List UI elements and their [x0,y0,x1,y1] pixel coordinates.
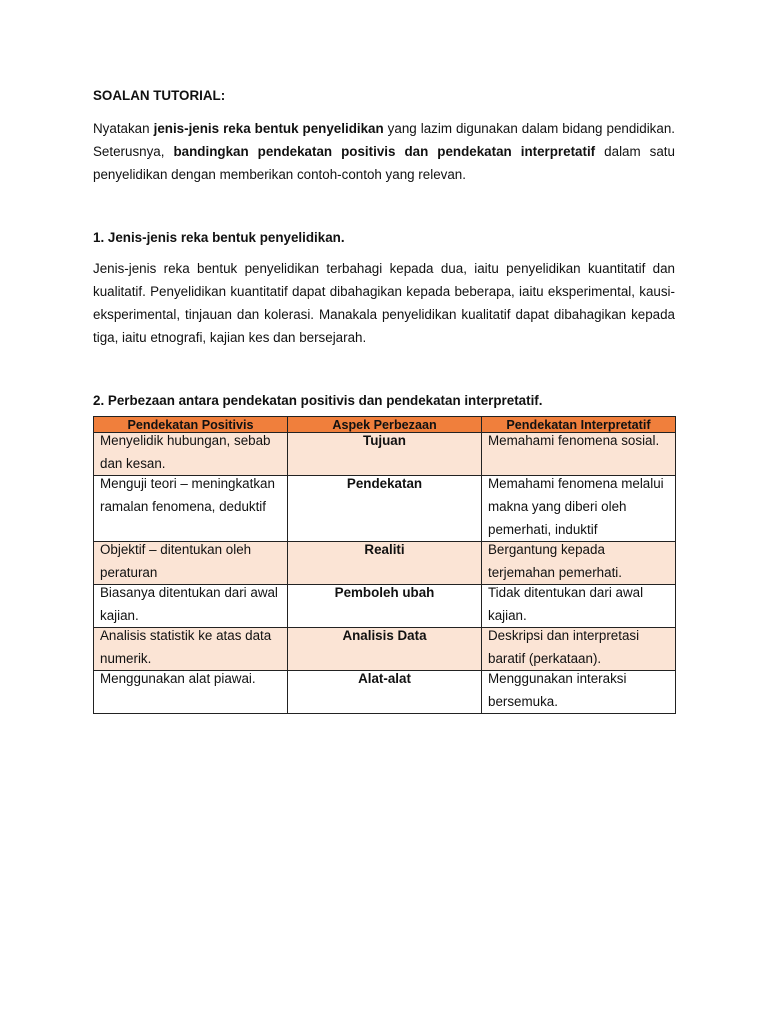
table-header-row [94,417,676,433]
cell-positivis [94,476,288,542]
cell-interpretatif [482,476,676,542]
cell-interpretatif [482,671,676,714]
cell-positivis-text: Analisis statistik ke atas data numerik. [100,628,272,666]
cell-positivis-text: Biasanya ditentukan dari awal kajian. [100,585,278,623]
cell-positivis-text: Menggunakan alat piawai. [100,671,256,686]
cell-positivis [94,628,288,671]
question-bold-1: jenis-jenis reka bentuk penyelidikan [153,121,384,136]
question-text-2: yang lazim digunakan dalam bidang pendidikan. Seterusnya, [93,121,675,159]
cell-aspek: Analisis Data [288,628,482,671]
cell-positivis [94,671,288,714]
cell-aspek: Pendekatan [288,476,482,542]
cell-interpretatif-text: Deskripsi dan interpretasi baratif (perkataan). [488,628,640,666]
header-positivis: Pendekatan Positivis [94,417,288,433]
cell-interpretatif-text: Tidak ditentukan dari awal kajian. [488,585,644,623]
cell-aspek: Tujuan [288,433,482,476]
table-row [94,476,676,542]
cell-positivis-text: Objektif – ditentukan oleh peraturan [100,542,252,580]
question-text-3: dalam satu penyelidikan dengan memberikan contoh-contoh yang relevan. [93,144,675,182]
cell-positivis [94,585,288,628]
table-row [94,433,676,476]
cell-positivis-text: Menguji teori – meningkatkan ramalan fenomena, deduktif [100,476,275,514]
table-row [94,542,676,585]
table-row [94,585,676,628]
cell-interpretatif [482,628,676,671]
question-bold-2: bandingkan pendekatan positivis dan pendekatan interpretatif [173,144,596,159]
header-aspek: Aspek Perbezaan [288,417,482,433]
cell-positivis [94,542,288,585]
section-1-heading: 1. Jenis-jenis reka bentuk penyelidikan. [93,230,345,245]
table-row [94,628,676,671]
cell-interpretatif [482,433,676,476]
cell-aspek: Alat-alat [288,671,482,714]
cell-interpretatif-text: Memahami fenomena sosial. [488,433,660,448]
header-interpretatif: Pendekatan Interpretatif [482,417,676,433]
cell-positivis [94,433,288,476]
cell-interpretatif [482,585,676,628]
document-page [93,84,675,714]
cell-aspek: Realiti [288,542,482,585]
question-paragraph [93,117,675,186]
comparison-table [93,416,676,714]
table-row [94,671,676,714]
cell-positivis-text: Menyelidik hubungan, sebab dan kesan. [100,433,271,471]
section-2-heading: 2. Perbezaan antara pendekatan positivis dan pendekatan interpretatif. [93,393,543,408]
section-1-body: Jenis-jenis reka bentuk penyelidikan terbahagi kepada dua, iaitu penyelidikan kuantitatif dan kualitatif. Penyelidikan kuantitatif dapat dibahagikan kepada beberapa, iaitu eksperimental, kausi-eksperimental, tinjauan dan kolerasi. Manakala penyelidikan kualitatif dapat dibahagikan kepada tiga, iaitu etnografi, kajian kes dan bersejarah. [93,261,675,345]
cell-interpretatif [482,542,676,585]
question-text-1: Nyatakan [93,121,154,136]
cell-interpretatif-text: Bergantung kepada terjemahan pemerhati. [488,542,622,580]
cell-aspek: Pemboleh ubah [288,585,482,628]
cell-interpretatif-text: Menggunakan interaksi bersemuka. [488,671,627,709]
tutorial-heading: SOALAN TUTORIAL: [93,88,226,103]
cell-interpretatif-text: Memahami fenomena melalui makna yang diberi oleh pemerhati, induktif [488,476,664,537]
